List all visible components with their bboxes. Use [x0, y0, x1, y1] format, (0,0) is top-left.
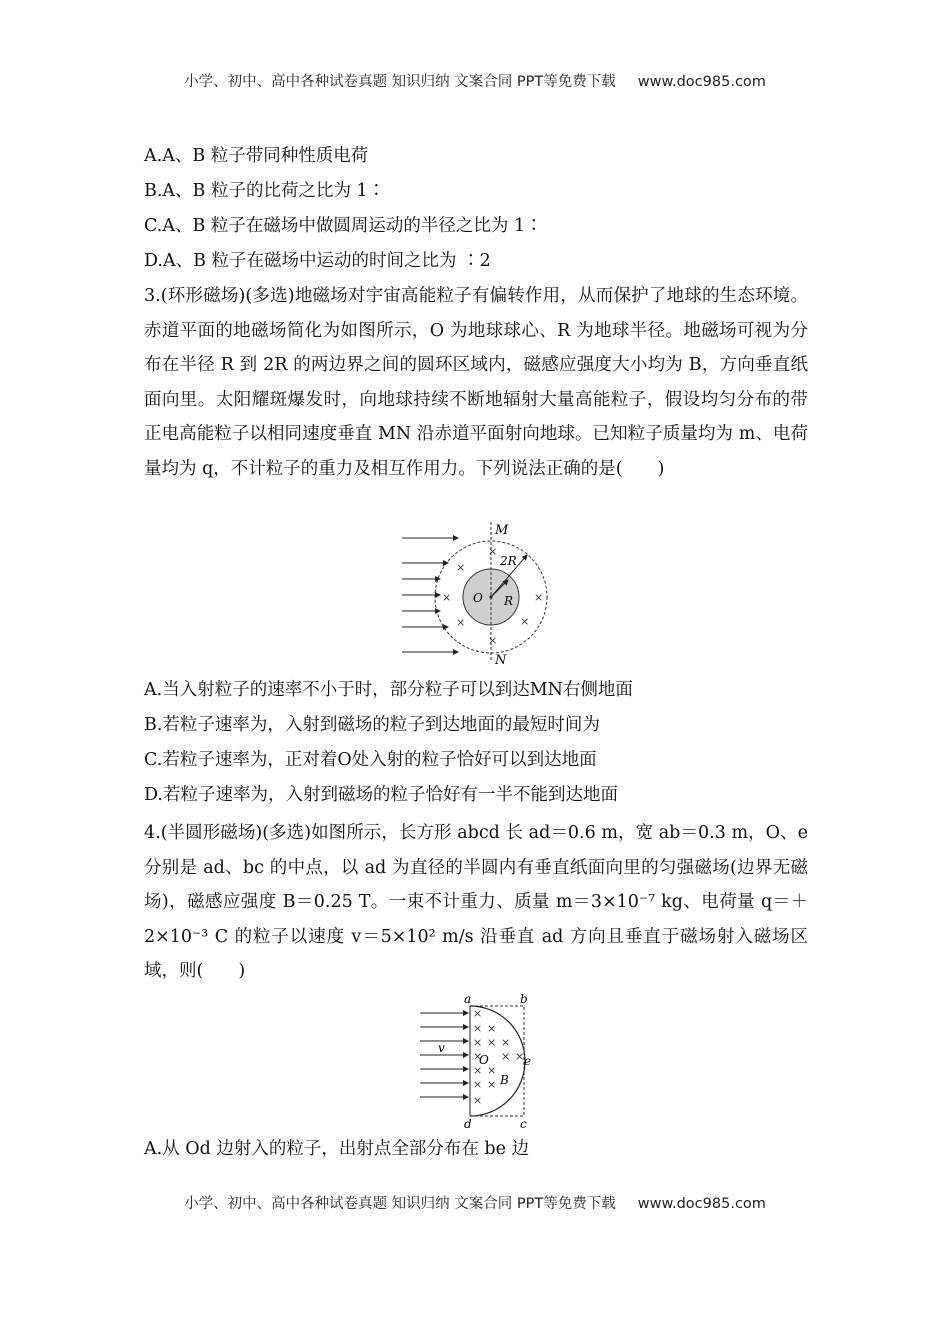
field-cross: × — [473, 1078, 483, 1091]
field-cross: × — [501, 1036, 511, 1049]
field-cross: × — [487, 1036, 497, 1049]
label-v: v — [438, 1041, 445, 1055]
label-o: O — [479, 1053, 489, 1067]
field-cross: × — [520, 615, 530, 628]
q3-option-a: A.当入射粒子的速率不小于时，部分粒子可以到达MN右侧地面 — [144, 680, 633, 700]
label-b: b — [520, 992, 528, 1006]
footer-text: 小学、初中、高中各种试卷真题 知识归纳 文案合同 PPT等免费下载 — [184, 1196, 616, 1212]
label-m: M — [495, 523, 509, 538]
field-cross: × — [442, 591, 452, 604]
incident-particle-arrows — [420, 1013, 468, 1097]
field-cross: × — [488, 545, 498, 558]
field-cross: × — [473, 1022, 483, 1035]
field-cross: × — [534, 591, 544, 604]
label-n: N — [495, 653, 507, 668]
semicircle-field-figure — [418, 992, 548, 1130]
label-e: e — [524, 1054, 532, 1068]
field-cross: × — [473, 1094, 483, 1107]
field-cross: × — [473, 1050, 483, 1063]
field-cross: × — [473, 1036, 483, 1049]
q2-option-a: A.A、B 粒子带同种性质电荷 — [144, 146, 369, 166]
center-point — [489, 595, 492, 598]
field-markers — [473, 1007, 524, 1107]
header-url[interactable]: www.doc985.com — [637, 74, 766, 90]
field-cross: × — [487, 1022, 497, 1035]
page-footer — [0, 1192, 950, 1213]
q2-option-b: B.A、B 粒子的比荷之比为 1∶ — [144, 181, 386, 201]
footer-url[interactable]: www.doc985.com — [637, 1196, 766, 1212]
field-cross: × — [473, 1064, 483, 1077]
label-r: R — [504, 594, 514, 608]
q2-option-d: D.A、B 粒子在磁场中运动的时间之比为 ∶2 — [144, 251, 491, 271]
field-cross: × — [501, 1050, 511, 1063]
earth-magnetic-field-figure — [398, 518, 558, 670]
q3-option-b: B.若粒子速率为，入射到磁场的粒子到达地面的最短时间为 — [144, 715, 600, 735]
q4-option-a: A.从 Od 边射入的粒子，出射点全部分布在 be 边 — [144, 1139, 530, 1159]
field-cross: × — [487, 1064, 497, 1077]
q2-option-c: C.A、B 粒子在磁场中做圆周运动的半径之比为 1∶ — [144, 216, 543, 236]
label-c: c — [520, 1117, 527, 1130]
field-cross: × — [473, 1007, 483, 1020]
label-b-field: B — [500, 1073, 509, 1087]
label-d: d — [464, 1117, 472, 1130]
q4-stem: 4.(半圆形磁场)(多选)如图所示，长方形 abcd 长 ad＝0.6 m，宽 ab＝0.3 m，O、e 分别是 ad、bc 的中点，以 ad 为直径的半圆内有垂直纸面向里的匀强磁场(边界无磁场)，磁感应强度 B＝0.25 T。一束不计重力、质量 m＝3×10⁻⁷ kg、电荷量 q＝＋2×10⁻³ C 的粒子以速度 v＝5×10² m/s 沿垂直 ad 方向且垂直于磁场射入磁场区域，则( ) — [144, 823, 808, 981]
label-o: O — [473, 591, 483, 605]
label-2r: 2R — [500, 554, 517, 568]
q3-stem: 3.(环形磁场)(多选)地磁场对宇宙高能粒子有偏转作用，从而保护了地球的生态环境。赤道平面的地磁场简化为如图所示，O 为地球球心、R 为地球半径。地磁场可视为分布在半径 R 到 2R 的两边界之间的圆环区域内，磁感应强度大小均为 B，方向垂直纸面向里。太阳耀斑爆发时，向地球持续不断地辐射大量高能粒子，假设均匀分布的带正电高能粒子以相同速度垂直 MN 沿赤道平面射向地球。已知粒子质量均为 m、电荷量均为 q，不计粒子的重力及相互作用力。下列说法正确的是( ) — [144, 286, 808, 479]
field-cross: × — [456, 561, 466, 574]
field-cross: × — [515, 1050, 525, 1063]
field-cross: × — [487, 1078, 497, 1091]
label-a: a — [464, 992, 472, 1006]
field-cross: × — [488, 634, 498, 647]
q3-option-d: D.若粒子速率为，入射到磁场的粒子恰好有一半不能到达地面 — [144, 785, 618, 805]
page-header — [0, 70, 950, 91]
header-text: 小学、初中、高中各种试卷真题 知识归纳 文案合同 PPT等免费下载 — [184, 74, 616, 90]
q3-option-c: C.若粒子速率为，正对着O处入射的粒子恰好可以到达地面 — [144, 750, 597, 770]
field-cross: × — [456, 616, 466, 629]
